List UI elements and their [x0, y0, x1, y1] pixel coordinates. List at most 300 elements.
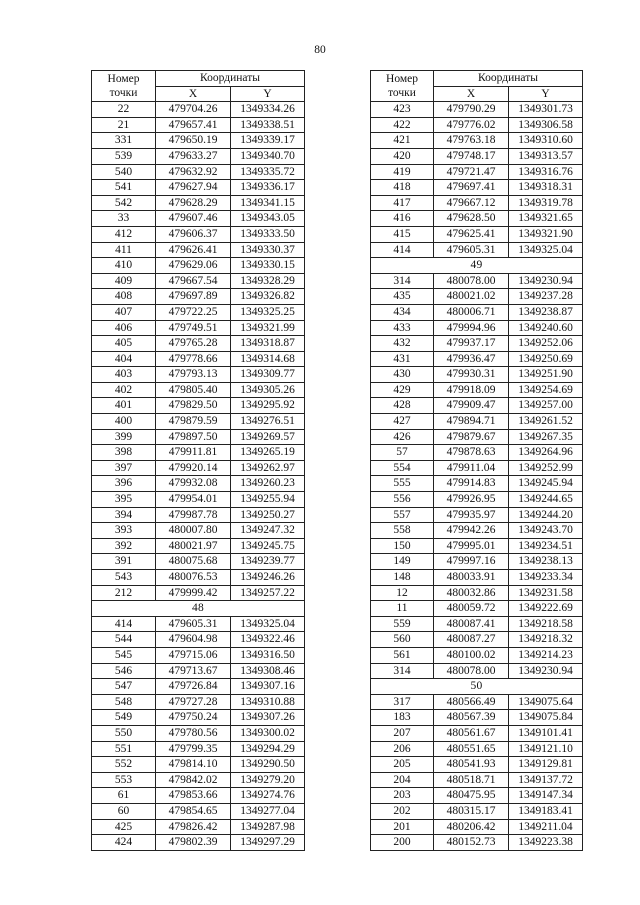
point-number-cell: 401 [92, 398, 156, 414]
point-number-cell: 556 [371, 492, 434, 508]
x-coordinate-cell: 479697.41 [434, 180, 509, 196]
table-row [371, 460, 583, 476]
x-coordinate-cell: 479625.41 [434, 226, 509, 242]
y-coordinate-cell: 1349223.38 [509, 835, 583, 851]
table-row [371, 772, 583, 788]
x-coordinate-cell: 479778.66 [156, 351, 231, 367]
section-row [371, 258, 583, 274]
y-coordinate-cell: 1349264.96 [509, 445, 583, 461]
x-coordinate-cell: 479657.41 [156, 117, 231, 133]
y-coordinate-cell: 1349255.94 [231, 492, 305, 508]
section-number: 50 [371, 679, 583, 695]
table-row [92, 679, 305, 695]
x-coordinate-cell: 479854.65 [156, 803, 231, 819]
table-row [371, 538, 583, 554]
y-header: Y [231, 86, 305, 102]
point-number-cell: 422 [371, 117, 434, 133]
y-coordinate-cell: 1349245.94 [509, 476, 583, 492]
y-coordinate-cell: 1349321.65 [509, 211, 583, 227]
table-row [371, 242, 583, 258]
point-number-cell: 406 [92, 320, 156, 336]
table-row [371, 304, 583, 320]
x-coordinate-cell: 480075.68 [156, 554, 231, 570]
point-number-cell: 419 [371, 164, 434, 180]
table-row [371, 554, 583, 570]
table-row [92, 772, 305, 788]
y-coordinate-cell: 1349277.04 [231, 803, 305, 819]
point-number-cell: 554 [371, 460, 434, 476]
table-row [371, 741, 583, 757]
x-coordinate-cell: 479633.27 [156, 148, 231, 164]
table-row [371, 180, 583, 196]
y-coordinate-cell: 1349101.41 [509, 725, 583, 741]
point-number-cell: 539 [92, 148, 156, 164]
y-coordinate-cell: 1349336.17 [231, 180, 305, 196]
point-number-cell: 555 [371, 476, 434, 492]
x-coordinate-cell: 480561.67 [434, 725, 509, 741]
table-row [92, 663, 305, 679]
point-number-cell: 433 [371, 320, 434, 336]
table-row [371, 647, 583, 663]
point-number-cell: 553 [92, 772, 156, 788]
y-coordinate-cell: 1349306.58 [509, 117, 583, 133]
y-coordinate-cell: 1349211.04 [509, 819, 583, 835]
y-coordinate-cell: 1349333.50 [231, 226, 305, 242]
point-number-cell: 424 [92, 835, 156, 851]
y-coordinate-cell: 1349244.65 [509, 492, 583, 508]
table-row [371, 273, 583, 289]
coordinates-table-right [370, 70, 583, 851]
table-row [371, 803, 583, 819]
y-coordinate-cell: 1349325.25 [231, 304, 305, 320]
point-number-cell: 434 [371, 304, 434, 320]
y-coordinate-cell: 1349307.26 [231, 710, 305, 726]
x-coordinate-cell: 479911.81 [156, 445, 231, 461]
x-coordinate-cell: 479749.51 [156, 320, 231, 336]
x-coordinate-cell: 479606.37 [156, 226, 231, 242]
coordinates-header: Координаты [156, 71, 305, 87]
point-number-cell: 540 [92, 164, 156, 180]
y-coordinate-cell: 1349075.64 [509, 694, 583, 710]
y-coordinate-cell: 1349301.73 [509, 102, 583, 118]
y-coordinate-cell: 1349252.06 [509, 336, 583, 352]
y-coordinate-cell: 1349147.34 [509, 788, 583, 804]
table-row [371, 710, 583, 726]
section-number: 48 [92, 601, 305, 617]
point-number-cell: 409 [92, 273, 156, 289]
table-row [92, 414, 305, 430]
x-coordinate-cell: 480021.02 [434, 289, 509, 305]
table-row [92, 570, 305, 586]
point-number-cell: 414 [92, 616, 156, 632]
point-number-cell: 547 [92, 679, 156, 695]
table-row [371, 523, 583, 539]
x-coordinate-cell: 479650.19 [156, 133, 231, 149]
table-row [92, 273, 305, 289]
x-coordinate-cell: 479932.08 [156, 476, 231, 492]
y-coordinate-cell: 1349330.37 [231, 242, 305, 258]
point-number-cell: 425 [92, 819, 156, 835]
x-coordinate-cell: 479814.10 [156, 757, 231, 773]
x-coordinate-cell: 479790.29 [434, 102, 509, 118]
point-number-cell: 314 [371, 273, 434, 289]
table-row [92, 258, 305, 274]
point-number-cell: 546 [92, 663, 156, 679]
x-coordinate-cell: 479607.46 [156, 211, 231, 227]
table-row [371, 102, 583, 118]
y-coordinate-cell: 1349261.52 [509, 414, 583, 430]
table-row [371, 601, 583, 617]
point-number-cell: 391 [92, 554, 156, 570]
x-coordinate-cell: 479697.89 [156, 289, 231, 305]
y-coordinate-cell: 1349309.77 [231, 367, 305, 383]
point-number-header-line1: Номер [386, 72, 418, 85]
table-row [92, 710, 305, 726]
y-coordinate-cell: 1349321.99 [231, 320, 305, 336]
y-coordinate-cell: 1349252.99 [509, 460, 583, 476]
x-coordinate-cell: 479853.66 [156, 788, 231, 804]
point-number-cell: 394 [92, 507, 156, 523]
point-number-cell: 435 [371, 289, 434, 305]
y-coordinate-cell: 1349218.32 [509, 632, 583, 648]
table-row [92, 445, 305, 461]
y-coordinate-cell: 1349322.46 [231, 632, 305, 648]
table-row [371, 492, 583, 508]
table-row [92, 616, 305, 632]
point-number-cell: 314 [371, 663, 434, 679]
y-coordinate-cell: 1349330.15 [231, 258, 305, 274]
table-row [371, 819, 583, 835]
x-coordinate-cell: 479628.50 [434, 211, 509, 227]
point-number-cell: 149 [371, 554, 434, 570]
point-number-cell: 426 [371, 429, 434, 445]
point-number-cell: 212 [92, 585, 156, 601]
table-row [92, 117, 305, 133]
x-coordinate-cell: 479667.12 [434, 195, 509, 211]
point-number-cell: 420 [371, 148, 434, 164]
y-coordinate-cell: 1349308.46 [231, 663, 305, 679]
y-coordinate-cell: 1349294.29 [231, 741, 305, 757]
point-number-cell: 392 [92, 538, 156, 554]
point-number-cell: 418 [371, 180, 434, 196]
table-row [371, 195, 583, 211]
y-coordinate-cell: 1349335.72 [231, 164, 305, 180]
section-number: 49 [371, 258, 583, 274]
table-row [92, 835, 305, 851]
table-row [92, 538, 305, 554]
y-coordinate-cell: 1349262.97 [231, 460, 305, 476]
y-coordinate-cell: 1349218.58 [509, 616, 583, 632]
y-coordinate-cell: 1349325.04 [509, 242, 583, 258]
point-number-cell: 183 [371, 710, 434, 726]
table-row [371, 788, 583, 804]
y-coordinate-cell: 1349265.19 [231, 445, 305, 461]
point-number-cell: 397 [92, 460, 156, 476]
x-coordinate-cell: 479805.40 [156, 382, 231, 398]
table-row [92, 382, 305, 398]
point-number-cell: 399 [92, 429, 156, 445]
point-number-cell: 421 [371, 133, 434, 149]
x-coordinate-cell: 480541.93 [434, 757, 509, 773]
table-row [92, 694, 305, 710]
table-row [92, 102, 305, 118]
point-number-cell: 60 [92, 803, 156, 819]
y-coordinate-cell: 1349300.02 [231, 725, 305, 741]
point-number-cell: 407 [92, 304, 156, 320]
table-row [371, 725, 583, 741]
x-coordinate-cell: 479605.31 [434, 242, 509, 258]
point-number-cell: 416 [371, 211, 434, 227]
table-row [92, 788, 305, 804]
x-coordinate-cell: 479715.06 [156, 647, 231, 663]
x-coordinate-cell: 479842.02 [156, 772, 231, 788]
x-coordinate-cell: 479605.31 [156, 616, 231, 632]
x-coordinate-cell: 480475.95 [434, 788, 509, 804]
point-number-cell: 11 [371, 601, 434, 617]
point-number-cell: 560 [371, 632, 434, 648]
y-coordinate-cell: 1349310.60 [509, 133, 583, 149]
point-number-cell: 21 [92, 117, 156, 133]
point-number-cell: 148 [371, 570, 434, 586]
point-number-cell: 414 [371, 242, 434, 258]
x-coordinate-cell: 479879.67 [434, 429, 509, 445]
x-coordinate-cell: 479704.26 [156, 102, 231, 118]
table-row [92, 336, 305, 352]
table-row [371, 320, 583, 336]
y-coordinate-cell: 1349230.94 [509, 663, 583, 679]
x-coordinate-cell: 479954.01 [156, 492, 231, 508]
section-row [371, 679, 583, 695]
table-row [371, 632, 583, 648]
table-row [371, 429, 583, 445]
point-number-cell: 150 [371, 538, 434, 554]
y-coordinate-cell: 1349183.41 [509, 803, 583, 819]
x-coordinate-cell: 479930.31 [434, 367, 509, 383]
y-coordinate-cell: 1349318.31 [509, 180, 583, 196]
y-coordinate-cell: 1349231.58 [509, 585, 583, 601]
x-coordinate-cell: 480518.71 [434, 772, 509, 788]
table-row [371, 663, 583, 679]
y-coordinate-cell: 1349276.51 [231, 414, 305, 430]
y-coordinate-cell: 1349257.22 [231, 585, 305, 601]
x-coordinate-cell: 480152.73 [434, 835, 509, 851]
point-number-cell: 393 [92, 523, 156, 539]
table-row [371, 507, 583, 523]
point-number-cell: 57 [371, 445, 434, 461]
point-number-cell: 559 [371, 616, 434, 632]
table-row [92, 460, 305, 476]
y-coordinate-cell: 1349260.23 [231, 476, 305, 492]
x-coordinate-cell: 479879.59 [156, 414, 231, 430]
x-coordinate-cell: 480315.17 [434, 803, 509, 819]
y-coordinate-cell: 1349307.16 [231, 679, 305, 695]
point-number-header-line2: точки [388, 87, 416, 100]
y-coordinate-cell: 1349305.26 [231, 382, 305, 398]
point-number-cell: 22 [92, 102, 156, 118]
table-row [92, 632, 305, 648]
point-number-cell: 331 [92, 133, 156, 149]
table-row [371, 616, 583, 632]
point-number-cell: 423 [371, 102, 434, 118]
point-number-cell: 395 [92, 492, 156, 508]
point-number-cell: 551 [92, 741, 156, 757]
point-number-cell: 207 [371, 725, 434, 741]
y-coordinate-cell: 1349250.69 [509, 351, 583, 367]
point-number-cell: 408 [92, 289, 156, 305]
x-coordinate-cell: 479926.95 [434, 492, 509, 508]
point-number-cell: 202 [371, 803, 434, 819]
x-coordinate-cell: 479878.63 [434, 445, 509, 461]
point-number-cell: 430 [371, 367, 434, 383]
y-coordinate-cell: 1349230.94 [509, 273, 583, 289]
table-row [92, 725, 305, 741]
x-coordinate-cell: 479750.24 [156, 710, 231, 726]
table-row [92, 148, 305, 164]
point-number-cell: 429 [371, 382, 434, 398]
x-coordinate-cell: 480059.72 [434, 601, 509, 617]
point-number-cell: 417 [371, 195, 434, 211]
y-coordinate-cell: 1349246.26 [231, 570, 305, 586]
y-coordinate-cell: 1349343.05 [231, 211, 305, 227]
x-coordinate-cell: 480567.39 [434, 710, 509, 726]
y-coordinate-cell: 1349238.87 [509, 304, 583, 320]
point-number-cell: 558 [371, 523, 434, 539]
x-coordinate-cell: 480566.49 [434, 694, 509, 710]
y-coordinate-cell: 1349251.90 [509, 367, 583, 383]
table-row [371, 289, 583, 305]
x-coordinate-cell: 480076.53 [156, 570, 231, 586]
y-coordinate-cell: 1349129.81 [509, 757, 583, 773]
table-row [92, 803, 305, 819]
table-row [92, 195, 305, 211]
point-number-cell: 431 [371, 351, 434, 367]
y-coordinate-cell: 1349121.10 [509, 741, 583, 757]
table-row [371, 570, 583, 586]
point-number-cell: 544 [92, 632, 156, 648]
y-coordinate-cell: 1349137.72 [509, 772, 583, 788]
table-row [371, 164, 583, 180]
table-row [371, 757, 583, 773]
x-coordinate-cell: 479909.47 [434, 398, 509, 414]
x-coordinate-cell: 479987.78 [156, 507, 231, 523]
y-coordinate-cell: 1349338.51 [231, 117, 305, 133]
x-coordinate-cell: 479626.41 [156, 242, 231, 258]
point-number-cell: 203 [371, 788, 434, 804]
y-coordinate-cell: 1349341.15 [231, 195, 305, 211]
point-number-cell: 396 [92, 476, 156, 492]
table-row [371, 351, 583, 367]
y-coordinate-cell: 1349279.20 [231, 772, 305, 788]
y-coordinate-cell: 1349325.04 [231, 616, 305, 632]
y-coordinate-cell: 1349238.13 [509, 554, 583, 570]
point-number-cell: 411 [92, 242, 156, 258]
x-coordinate-cell: 479765.28 [156, 336, 231, 352]
x-coordinate-cell: 479627.94 [156, 180, 231, 196]
table-row [92, 289, 305, 305]
point-number-cell: 398 [92, 445, 156, 461]
table-row [92, 523, 305, 539]
y-coordinate-cell: 1349313.57 [509, 148, 583, 164]
table-row [92, 476, 305, 492]
point-number-header-line2: точки [109, 87, 138, 100]
y-coordinate-cell: 1349321.90 [509, 226, 583, 242]
x-coordinate-cell: 479780.56 [156, 725, 231, 741]
y-coordinate-cell: 1349287.98 [231, 819, 305, 835]
table-row [92, 554, 305, 570]
table-row [371, 367, 583, 383]
y-coordinate-cell: 1349290.50 [231, 757, 305, 773]
table-row [371, 133, 583, 149]
section-row [92, 601, 305, 617]
x-coordinate-cell: 479942.26 [434, 523, 509, 539]
table-row [92, 320, 305, 336]
table-row [92, 304, 305, 320]
y-coordinate-cell: 1349316.76 [509, 164, 583, 180]
x-coordinate-cell: 479727.28 [156, 694, 231, 710]
x-coordinate-cell: 479995.01 [434, 538, 509, 554]
point-number-cell: 543 [92, 570, 156, 586]
y-coordinate-cell: 1349295.92 [231, 398, 305, 414]
y-coordinate-cell: 1349340.70 [231, 148, 305, 164]
point-number-cell: 403 [92, 367, 156, 383]
point-number-cell: 400 [92, 414, 156, 430]
x-coordinate-cell: 479920.14 [156, 460, 231, 476]
y-coordinate-cell: 1349233.34 [509, 570, 583, 586]
point-number-cell: 12 [371, 585, 434, 601]
y-coordinate-cell: 1349267.35 [509, 429, 583, 445]
point-number-cell: 410 [92, 258, 156, 274]
table-row [92, 164, 305, 180]
x-coordinate-cell: 479911.04 [434, 460, 509, 476]
point-number-cell: 402 [92, 382, 156, 398]
x-coordinate-cell: 480206.42 [434, 819, 509, 835]
y-coordinate-cell: 1349339.17 [231, 133, 305, 149]
point-number-cell: 204 [371, 772, 434, 788]
x-coordinate-cell: 479763.18 [434, 133, 509, 149]
table-row [92, 819, 305, 835]
y-coordinate-cell: 1349257.00 [509, 398, 583, 414]
x-coordinate-cell: 480021.97 [156, 538, 231, 554]
y-coordinate-cell: 1349245.75 [231, 538, 305, 554]
y-coordinate-cell: 1349239.77 [231, 554, 305, 570]
x-coordinate-cell: 480033.91 [434, 570, 509, 586]
table-row [92, 180, 305, 196]
x-coordinate-cell: 479802.39 [156, 835, 231, 851]
x-coordinate-cell: 479999.42 [156, 585, 231, 601]
y-coordinate-cell: 1349250.27 [231, 507, 305, 523]
table-row [371, 694, 583, 710]
x-coordinate-cell: 479713.67 [156, 663, 231, 679]
x-coordinate-cell: 480100.02 [434, 647, 509, 663]
table-row [92, 398, 305, 414]
x-coordinate-cell: 479722.25 [156, 304, 231, 320]
y-coordinate-cell: 1349247.32 [231, 523, 305, 539]
coordinates-header: Координаты [434, 71, 583, 87]
point-number-cell: 33 [92, 211, 156, 227]
x-coordinate-cell: 479726.84 [156, 679, 231, 695]
point-number-cell: 206 [371, 741, 434, 757]
y-coordinate-cell: 1349334.26 [231, 102, 305, 118]
point-number-cell: 61 [92, 788, 156, 804]
y-coordinate-cell: 1349254.69 [509, 382, 583, 398]
y-coordinate-cell: 1349243.70 [509, 523, 583, 539]
point-number-cell: 427 [371, 414, 434, 430]
y-coordinate-cell: 1349310.88 [231, 694, 305, 710]
table-row [92, 741, 305, 757]
x-coordinate-cell: 479894.71 [434, 414, 509, 430]
table-row [371, 398, 583, 414]
table-row [371, 414, 583, 430]
